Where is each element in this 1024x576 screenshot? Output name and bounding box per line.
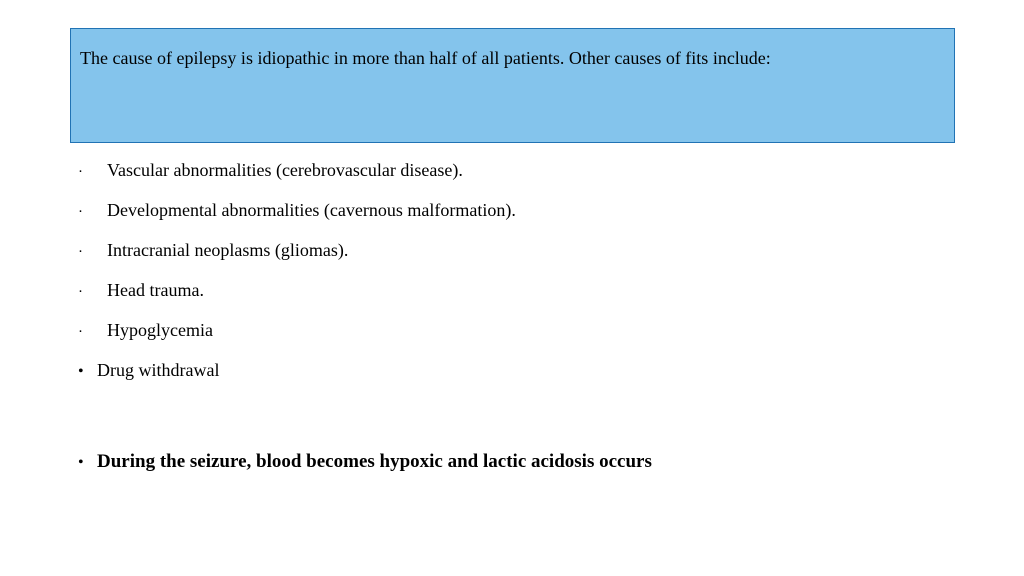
slide-title-text: The cause of epilepsy is idiopathic in more than half of all patients. Other causes of fits include: xyxy=(80,48,771,68)
bullet-text: Drug withdrawal xyxy=(97,360,220,380)
bullet-text: Intracranial neoplasms (gliomas). xyxy=(107,240,349,260)
list-item xyxy=(70,310,960,350)
bullet-text: Vascular abnormalities (cerebrovascular disease). xyxy=(107,160,463,180)
list-item xyxy=(70,350,960,390)
bullet-marker: · xyxy=(78,324,83,340)
bullet-marker: · xyxy=(78,204,83,220)
bullet-marker: • xyxy=(78,363,84,380)
bullet-text: Head trauma. xyxy=(107,280,204,300)
list-item xyxy=(70,270,960,310)
bullet-text: Hypoglycemia xyxy=(107,320,213,340)
bullet-marker: · xyxy=(78,244,83,260)
list-item xyxy=(70,190,960,230)
bullet-marker: · xyxy=(78,164,83,180)
bullet-marker: • xyxy=(78,454,84,471)
bullet-marker: · xyxy=(78,284,83,300)
emphasis-statement xyxy=(70,448,960,477)
slide-title-box xyxy=(70,28,955,143)
emphasis-text: During the seizure, blood becomes hypoxic and lactic acidosis occurs xyxy=(97,451,652,472)
bullet-list xyxy=(70,150,960,390)
bullet-text: Developmental abnormalities (cavernous malformation). xyxy=(107,200,516,220)
list-item xyxy=(70,150,960,190)
list-item xyxy=(70,230,960,270)
